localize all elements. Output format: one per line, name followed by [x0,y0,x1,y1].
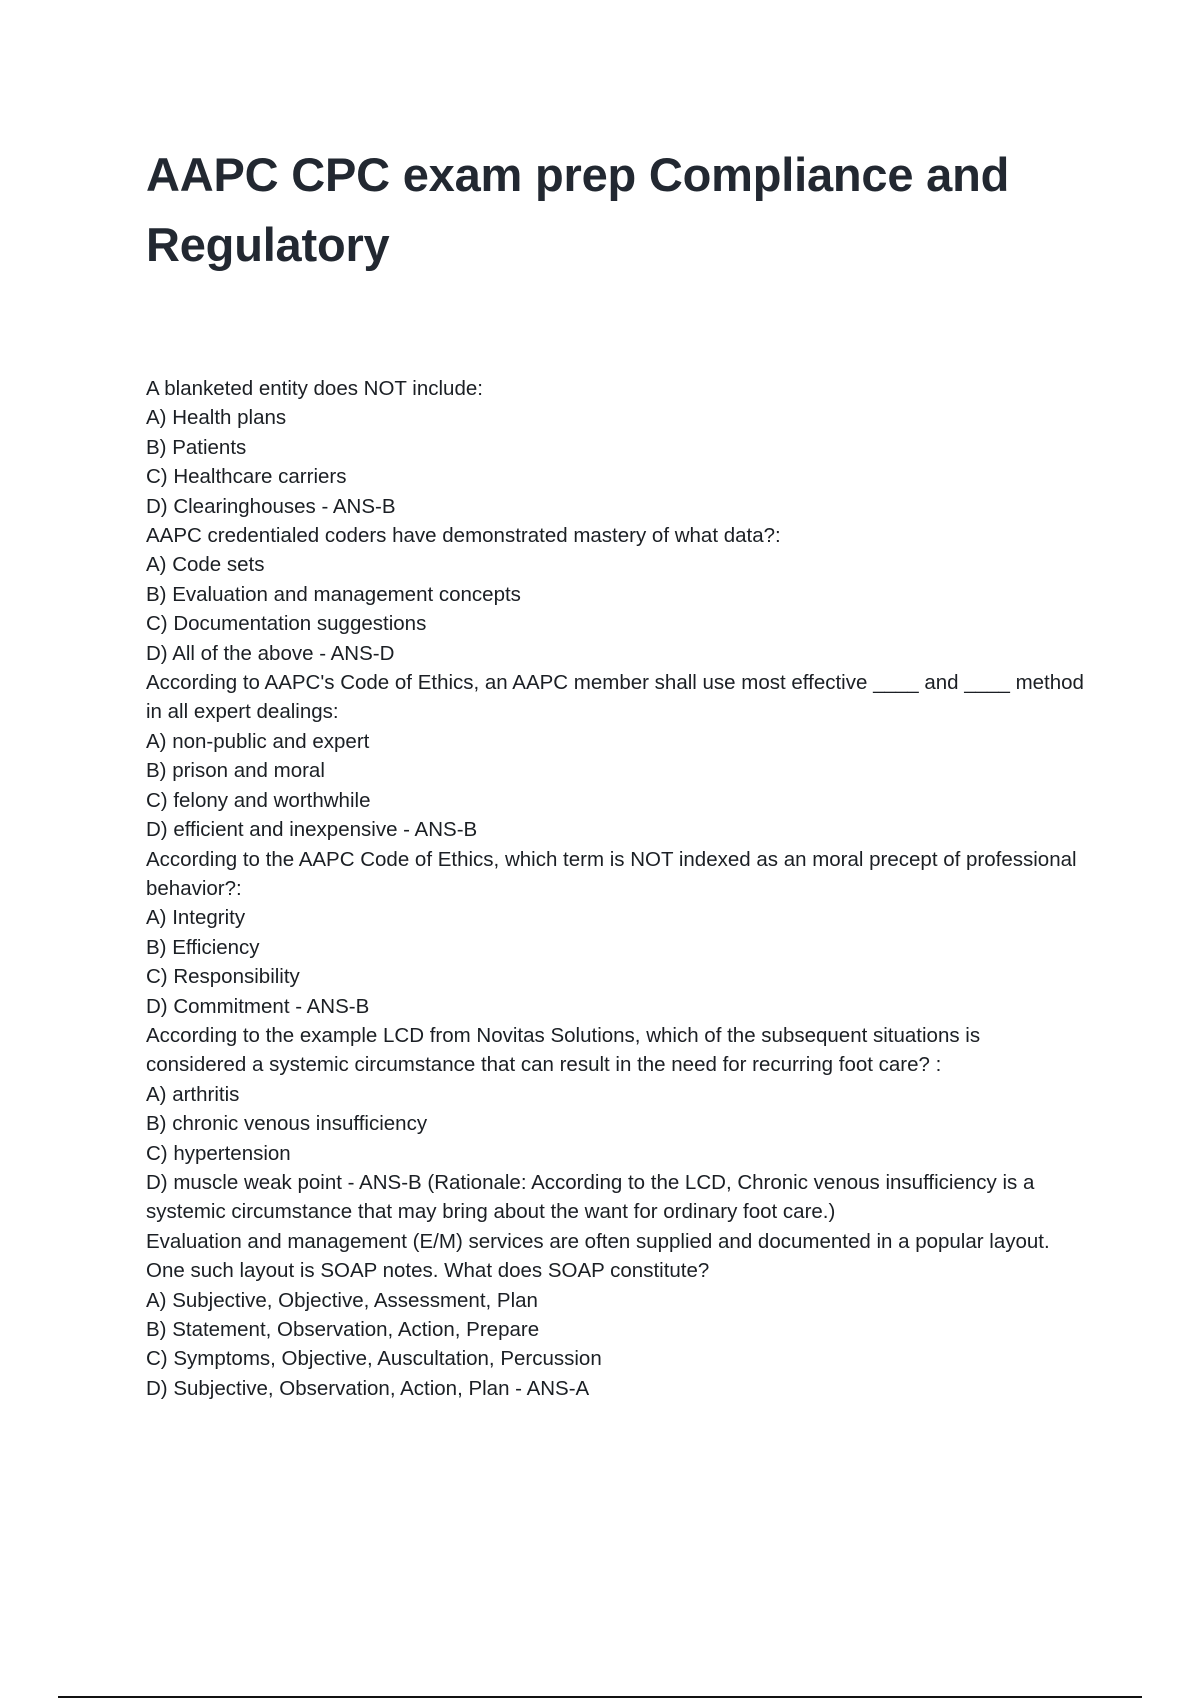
answer-option: B) Patients [146,435,247,459]
answer-option: B) Efficiency [146,935,260,959]
answer-option: C) felony and worthwhile [146,788,371,812]
answer-option: A) arthritis [146,1082,240,1106]
answer-option: A) Health plans [146,406,287,430]
question-item [146,668,1086,844]
page-title: AAPC CPC exam prep Compliance and Regulatory [146,148,1010,271]
answer-option: B) Statement, Observation, Action, Prepare [146,1318,540,1341]
answer-option: B) chronic venous insufficiency [146,1112,428,1136]
question-text: According to the AAPC Code of Ethics, which term is NOT indexed as an moral precept of professional behavior?: [146,847,1077,900]
answer-option: C) Responsibility [146,965,300,989]
question-item [146,1021,1086,1227]
answer-option: D) Subjective, Observation, Action, Plan - ANS-A [146,1376,590,1400]
question-item [146,1227,1086,1403]
question-item [146,845,1086,1021]
answer-option: B) prison and moral [146,759,325,783]
answer-option: C) Symptoms, Objective, Auscultation, Percussion [146,1347,602,1371]
question-text: AAPC credentialed coders have demonstrated mastery of what data?: [146,524,781,548]
answer-option: A) Integrity [146,906,246,930]
question-list [146,374,1086,1403]
question-text: Evaluation and management (E/M) services are often supplied and documented in a popular layout. One such layout is SOAP notes. What does SOAP constitute? [146,1229,1050,1283]
question-item [146,521,1086,668]
question-text: A blanketed entity does NOT include: [146,377,483,400]
answer-option: C) Healthcare carriers [146,465,347,489]
answer-option: A) non-public and expert [146,729,370,753]
answer-option: D) muscle weak point - ANS-B (Rationale: According to the LCD, Chronic venous insufficiency is a systemic circumstance that may bring about the want for ordinary foot care.) [146,1170,1035,1224]
answer-option: D) Clearinghouses - ANS-B [146,494,396,518]
answer-option: C) Documentation suggestions [146,612,427,636]
question-text: According to AAPC's Code of Ethics, an AAPC member shall use most effective ____ and ____ method in all expert dealings: [146,671,1084,724]
answer-option: D) efficient and inexpensive - ANS-B [146,818,478,842]
question-text: According to the example LCD from Novitas Solutions, which of the subsequent situations is considered a systemic circumstance that can result in the need for recurring foot care? : [146,1023,981,1077]
answer-option: D) All of the above - ANS-D [146,641,395,665]
question-item [146,374,1086,521]
answer-option: C) hypertension [146,1141,291,1165]
answer-option: D) Commitment - ANS-B [146,994,370,1018]
footer-divider [58,1696,1142,1698]
answer-option: A) Code sets [146,553,265,577]
answer-option: B) Evaluation and management concepts [146,582,521,606]
answer-option: A) Subjective, Objective, Assessment, Plan [146,1288,538,1312]
